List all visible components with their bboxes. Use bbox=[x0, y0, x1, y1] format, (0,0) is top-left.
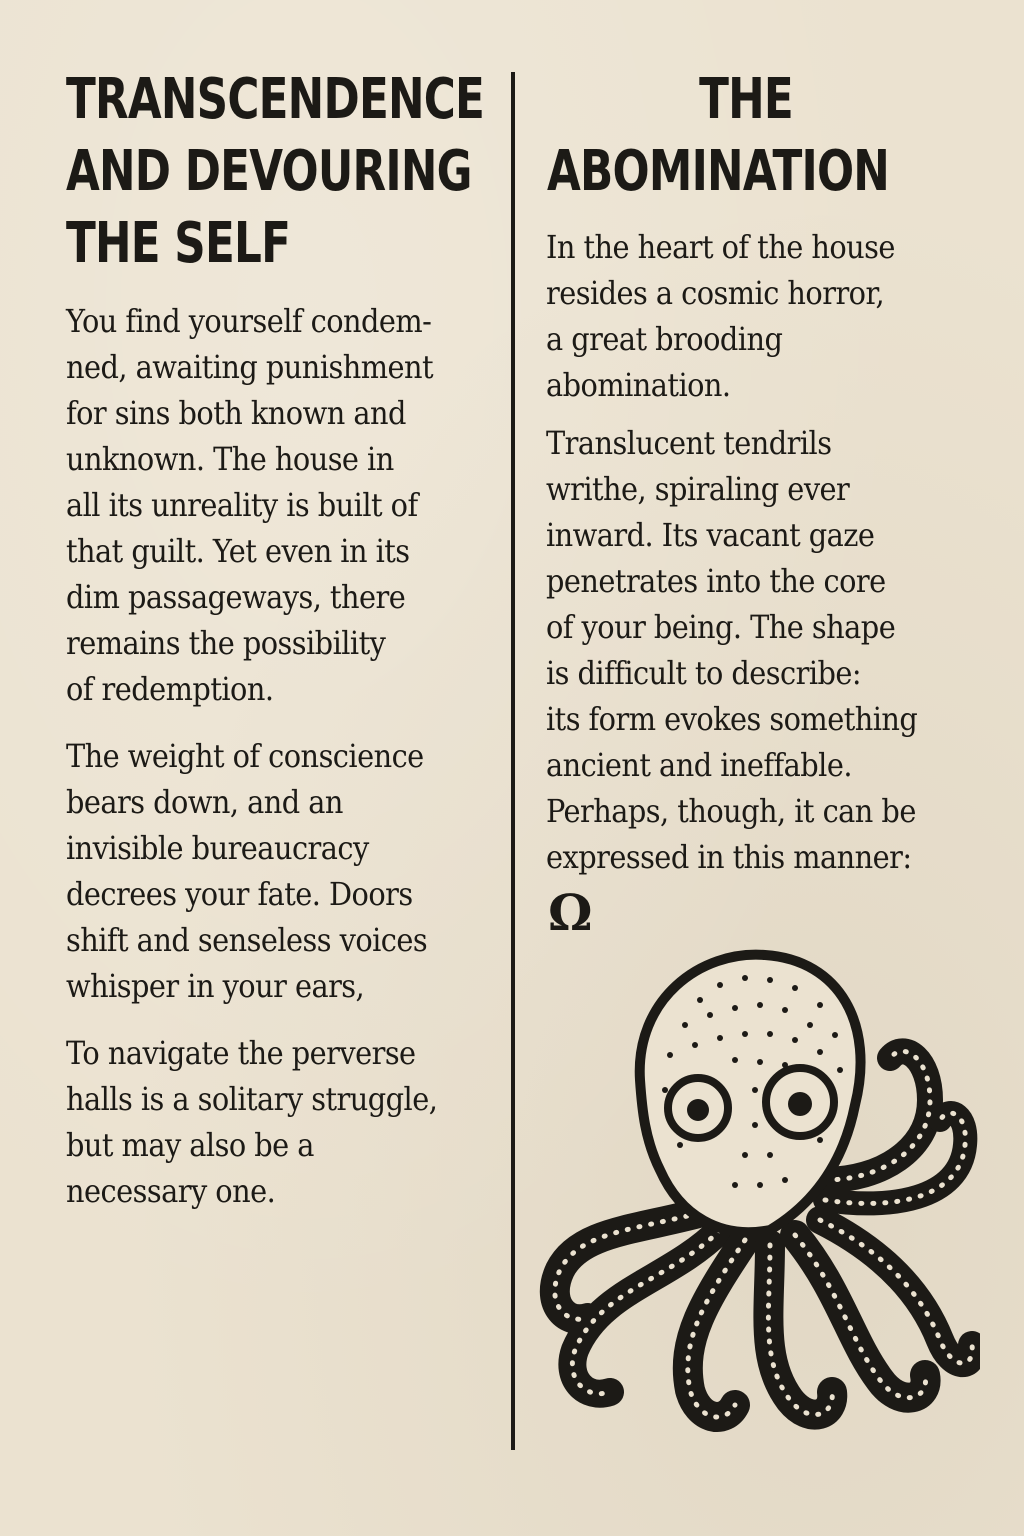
text-line: is difficult to describe: bbox=[546, 654, 862, 692]
text-line: dim passageways, there bbox=[66, 578, 406, 616]
right-paragraph-1 bbox=[546, 224, 895, 408]
left-heading-line-1: TRANSCENDENCE bbox=[66, 67, 485, 132]
text-line: all its unreality is built of bbox=[66, 486, 418, 524]
text-line: Perhaps, though, it can be bbox=[546, 792, 916, 830]
column-divider bbox=[511, 72, 515, 1450]
left-paragraph-2 bbox=[66, 733, 427, 1009]
text-line: In the heart of the house bbox=[546, 228, 895, 266]
text-line: bears down, and an bbox=[66, 783, 343, 821]
text-line: whisper in your ears, bbox=[66, 967, 365, 1005]
text-line: invisible bureaucracy bbox=[66, 829, 369, 867]
text-line: expressed in this manner: bbox=[546, 838, 912, 876]
text-line: halls is a solitary struggle, bbox=[66, 1080, 438, 1118]
text-line: penetrates into the core bbox=[546, 562, 886, 600]
text-line: The weight of conscience bbox=[66, 737, 424, 775]
text-line: but may also be a bbox=[66, 1126, 314, 1164]
left-heading bbox=[66, 64, 484, 280]
text-line: a great brooding bbox=[546, 320, 783, 358]
right-heading-line-2: ABOMINATION bbox=[547, 139, 890, 204]
left-heading-line-2: AND DEVOURING bbox=[66, 139, 472, 204]
octopus-creature-illustration bbox=[520, 930, 980, 1440]
text-line: its form evokes something bbox=[546, 700, 918, 738]
text-line: You find yourself condem- bbox=[66, 302, 432, 340]
text-line: of redemption. bbox=[66, 670, 274, 708]
text-line: writhe, spiraling ever bbox=[546, 470, 850, 508]
text-line: resides a cosmic horror, bbox=[546, 274, 885, 312]
text-line: decrees your fate. Doors bbox=[66, 875, 413, 913]
omega-symbol: Ω bbox=[548, 883, 593, 942]
text-line: ned, awaiting punishment bbox=[66, 348, 434, 386]
text-line: To navigate the perverse bbox=[66, 1034, 416, 1072]
text-line: necessary one. bbox=[66, 1172, 276, 1210]
text-line: Translucent tendrils bbox=[546, 424, 832, 462]
text-line: inward. Its vacant gaze bbox=[546, 516, 875, 554]
text-line: that guilt. Yet even in its bbox=[66, 532, 410, 570]
text-line: remains the possibility bbox=[66, 624, 386, 662]
left-heading-line-3: THE SELF bbox=[66, 211, 291, 276]
text-line: shift and senseless voices bbox=[66, 921, 428, 959]
text-line: unknown. The house in bbox=[66, 440, 394, 478]
text-line: ancient and ineffable. bbox=[546, 746, 852, 784]
text-line: abomination. bbox=[546, 366, 731, 404]
right-heading-line-1: THE bbox=[699, 67, 793, 132]
text-line: of your being. The shape bbox=[546, 608, 896, 646]
left-paragraph-1 bbox=[66, 298, 433, 712]
text-line: for sins both known and bbox=[66, 394, 406, 432]
right-paragraph-2 bbox=[546, 420, 917, 880]
right-heading bbox=[547, 64, 889, 208]
left-paragraph-3 bbox=[66, 1030, 437, 1214]
